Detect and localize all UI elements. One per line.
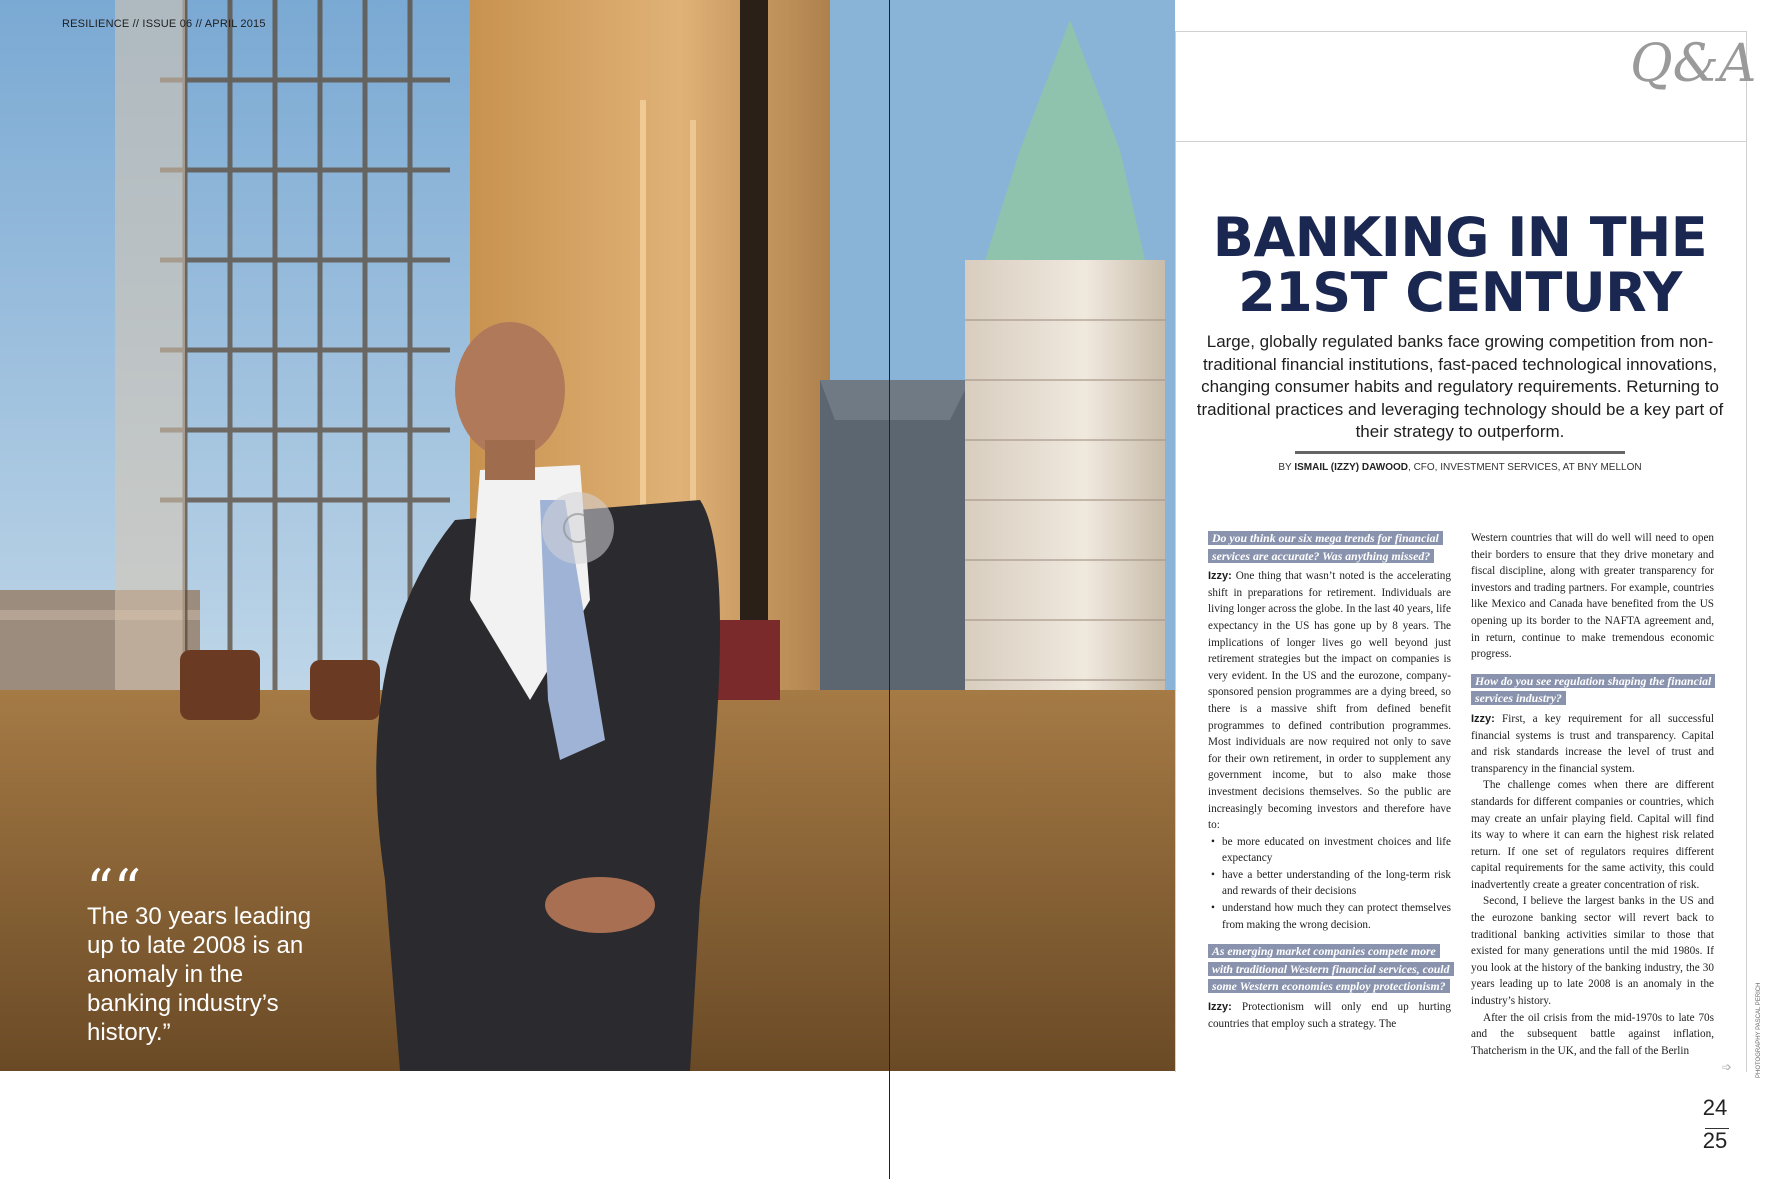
bullet-list xyxy=(1208,834,1451,934)
byline-name: ISMAIL (IZZY) DAWOOD xyxy=(1294,462,1409,473)
question-3 xyxy=(1471,673,1714,708)
continue-arrow-icon: ➩ xyxy=(1722,1060,1733,1074)
list-item: • be more educated on investment choices and life expectancy xyxy=(1208,834,1451,867)
standfirst: Large, globally regulated banks face growing competition from non-traditional financial institutions, fast-paced technological innovations, changing consumer habits and regulatory requirements. Returning to traditional practices and leveraging technology should be a key part of their strategy to outperform. xyxy=(1196,332,1724,441)
title-line-2: 21ST CENTURY xyxy=(1238,261,1682,324)
photo-credit: PHOTOGRAPHY PASCAL PERICH xyxy=(1756,982,1762,1078)
paragraph: Second, I believe the largest banks in the US and the eurozone banking sector will revert back to traditional banking activities similar to those that existed for many generations until the mid 1980s. If you look at the history of the banking industry, the 30 years leading up to late 2008 is an anomaly in the industry’s history. xyxy=(1471,895,1714,1008)
answer-3 xyxy=(1471,711,1714,777)
paragraph: Western countries that will do well will need to open their borders to ensure that they drive monetary and fiscal discipline, along with greater transparency for investors and trading partners. For example, countries like Mexico and Canada have benefited from the US opening up its border to the NAFTA agreement and, in return, continue to make tremendous economic progress. xyxy=(1471,532,1714,661)
qa-logo: Q&A xyxy=(1630,34,1757,94)
page-number-left: 24 xyxy=(1702,1095,1728,1120)
byline-rule xyxy=(1295,451,1625,454)
article-column-1 xyxy=(1208,530,1451,1032)
answer-1 xyxy=(1208,568,1451,834)
frame-divider xyxy=(1175,141,1746,142)
answer-3-text: First, a key requirement for all successful financial systems is trust and transparency. Capital and risk standards increase the level of trust and transparency in the financial system. xyxy=(1471,712,1714,775)
page-number-right: 25 xyxy=(1702,1128,1728,1153)
byline-prefix: BY xyxy=(1278,462,1295,473)
paragraph: After the oil crisis from the mid-1970s to late 70s and the subsequent battle against inflation, Thatcherism in the UK, and the fall of the Berlin xyxy=(1471,1011,1714,1057)
speaker-label: Izzy: xyxy=(1471,712,1495,725)
answer-2-text: Protectionism will only end up hurting countries that employ such a strategy. The xyxy=(1208,1001,1451,1030)
speaker-label: Izzy: xyxy=(1208,1001,1232,1014)
list-item: • understand how much they can protect themselves from making the wrong decision. xyxy=(1208,900,1451,933)
paragraph: The challenge comes when there are different standards for different companies or countries, which may create an unfair playing field. Capital will find its way to where it can earn the highest risk related return. If one set of regulators requires different capital requirements for the same activity, this could inadvertently create a greater concentration of risk. xyxy=(1471,779,1714,891)
question-3-text: How do you see regulation shaping the financial services industry? xyxy=(1471,674,1715,706)
title-line-1: BANKING IN THE xyxy=(1212,206,1708,269)
question-1-text: Do you think our six mega trends for financial services are accurate? Was anything missed? xyxy=(1208,531,1443,563)
question-1 xyxy=(1208,530,1451,565)
article-title xyxy=(1185,206,1735,324)
pull-quote: The 30 years leading up to late 2008 is an anomaly in the banking industry’s history.” xyxy=(87,903,312,1046)
answer-1-text: One thing that wasn’t noted is the accelerating shift in preparations for retirement. Individuals are living longer across the globe. In the last 40 years, life expectancy in the US has gone up by 8 years. The implications of longer lives go well beyond just retirement strategies but the impact on companies is very evident. In the US and the eurozone, company-sponsored pension programmes are a dying breed, so there is a massive shift from defined benefit programmes to defined contribution programmes. Most individuals are now required not only to save for their own retirement, in order to supplement any government income, but to also make those investment decisions themselves. So the public are increasingly becoming investors and therefore have to: xyxy=(1208,570,1451,832)
byline xyxy=(1240,462,1680,473)
running-head: RESILIENCE // ISSUE 06 // APRIL 2015 xyxy=(62,18,266,30)
answer-2 xyxy=(1208,999,1451,1032)
quote-marks-icon: ““ xyxy=(86,858,142,921)
byline-role: , CFO, INVESTMENT SERVICES, AT BNY MELLON xyxy=(1408,462,1642,473)
list-item: • have a better understanding of the long-term risk and rewards of their decisions xyxy=(1208,867,1451,900)
question-2 xyxy=(1208,943,1451,996)
page-spine xyxy=(889,0,890,1179)
speaker-label: Izzy: xyxy=(1208,570,1232,583)
article-column-2 xyxy=(1471,530,1714,1059)
question-2-text: As emerging market companies compete more with traditional Western financial services, could some Western economies employ protectionism? xyxy=(1208,944,1454,993)
